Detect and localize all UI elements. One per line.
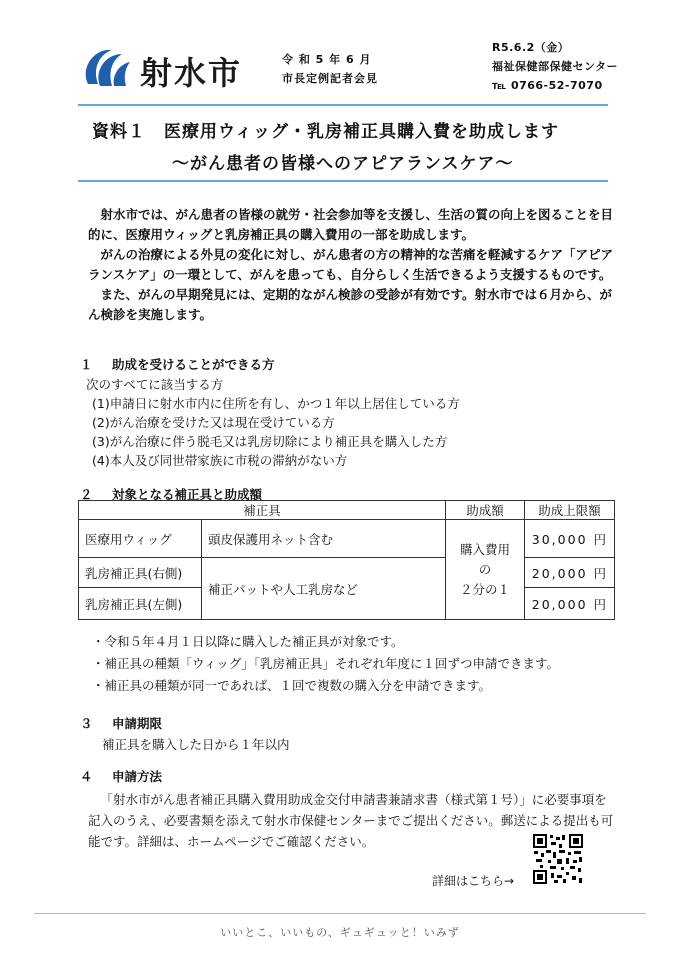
limit-amount: 20,000 円	[525, 558, 615, 588]
note-item: ・補正具の種類「ウィッグ」「乳房補正具」それぞれ年度に１回ずつ申請できます。	[92, 656, 560, 671]
application-paragraph: 「射水市がん患者補正具購入費用助成金交付申請書兼請求書（様式第１号）」に必要事項を記入のうえ、必要書類を添えて射水市保健センターまでご提出ください。郵送による提出も可能です。詳細は、ホームページでご確認ください。	[88, 792, 614, 849]
table-row	[79, 520, 615, 558]
title-rule-bottom	[78, 180, 608, 182]
section-4-heading	[80, 767, 162, 785]
list-item: (4)本人及び同世帯家族に市税の滞納がない方	[92, 453, 348, 468]
subsidy-table	[78, 500, 615, 620]
intro-paragraph: がんの治療による外見の変化に対し、がん患者の方の精神的な苦痛を軽減するケア「アピアランスケア」の一環として、がんを患っても、自分らしく生活できるよう支援するものです。	[88, 247, 614, 282]
subsidy-rate	[446, 520, 525, 620]
list-item: (2)がん治療を受けた又は現在受けている方	[92, 415, 335, 430]
section-title: 対象となる補正具と助成額	[112, 487, 263, 502]
qr-code[interactable]	[532, 833, 584, 885]
item-name: 乳房補正具(左側)	[79, 588, 202, 620]
eligibility-list	[86, 375, 460, 470]
table-header-row	[79, 501, 615, 520]
section-1-heading	[80, 355, 275, 373]
limit-amount: 30,000 円	[525, 520, 615, 558]
list-item: (3)がん治療に伴う脱毛又は乳房切除により補正具を購入した方	[92, 434, 448, 449]
footer-slogan: いいとこ、いいもの、ギュギュッと！いみず	[220, 926, 460, 939]
table-header: 補正具	[79, 501, 446, 520]
page-title: 資料１ 医療用ウィッグ・乳房補正具購入費を助成します	[92, 122, 559, 142]
list-item: (1)申請日に射水市内に住所を有し、かつ１年以上居住している方	[92, 396, 460, 411]
limit-amount: 20,000 円	[525, 588, 615, 620]
phone-number: 0766-52-7070	[510, 79, 603, 92]
table-row	[79, 558, 615, 588]
announcement-date: 令 和 5 年 6 月	[282, 53, 372, 66]
section-number: ３	[80, 716, 93, 731]
contact-info	[492, 38, 618, 95]
announcement-info	[282, 50, 378, 88]
phone-icon: ℡	[492, 79, 507, 92]
intro-paragraph: 射水市では、がん患者の皆様の就労・社会参加等を支援し、生活の質の向上を図ることを目的に、医療用ウィッグと乳房補正具の購入費用の一部を助成します。	[88, 207, 614, 242]
subsidy-rate-line: ２分の１	[460, 581, 511, 597]
issue-date: R5.6.2（金）	[492, 41, 570, 54]
department: 福祉保健部保健センター	[492, 60, 619, 73]
footer-rule	[34, 913, 646, 914]
note-item: ・令和５年４月１日以降に購入した補正具が対象です。	[92, 634, 404, 649]
intro-paragraph: また、がんの早期発見には、定期的ながん検診の受診が有効です。射水市では６月から、がん検診を実施します。	[88, 287, 613, 322]
eligibility-lead: 次のすべてに該当する方	[86, 377, 224, 392]
table-header: 助成上限額	[525, 501, 615, 520]
details-link[interactable]: 詳細はこちら→	[432, 874, 515, 888]
city-name: 射水市	[140, 54, 243, 92]
subsidy-notes	[92, 631, 559, 697]
city-logo-mark	[82, 46, 132, 90]
item-detail: 補正パットや人工乳房など	[202, 558, 446, 620]
section-title: 助成を受けることができる方	[112, 357, 275, 372]
section-3-heading	[80, 714, 162, 732]
subsidy-rate-line: の	[478, 561, 492, 577]
section-number: １	[80, 357, 93, 372]
announcement-event: 市長定例記者会見	[282, 72, 378, 85]
section-title: 申請方法	[112, 769, 163, 784]
deadline-text: 補正具を購入した日から１年以内	[102, 737, 290, 752]
phone	[492, 76, 618, 95]
item-name: 医療用ウィッグ	[79, 520, 202, 558]
note-item: ・補正具の種類が同一であれば、１回で複数の購入分を申請できます。	[92, 678, 492, 693]
section-number: ２	[80, 487, 93, 502]
intro-text	[88, 205, 618, 325]
section-number: ４	[80, 769, 93, 784]
title-rule-top	[78, 104, 608, 106]
page-subtitle: ～がん患者の皆様へのアピアランスケア～	[172, 154, 514, 174]
section-title: 申請期限	[112, 716, 163, 731]
item-detail: 頭皮保護用ネット含む	[202, 520, 446, 558]
subsidy-rate-line: 購入費用	[460, 541, 511, 557]
table-header: 助成額	[446, 501, 525, 520]
item-name: 乳房補正具(右側)	[79, 558, 202, 588]
